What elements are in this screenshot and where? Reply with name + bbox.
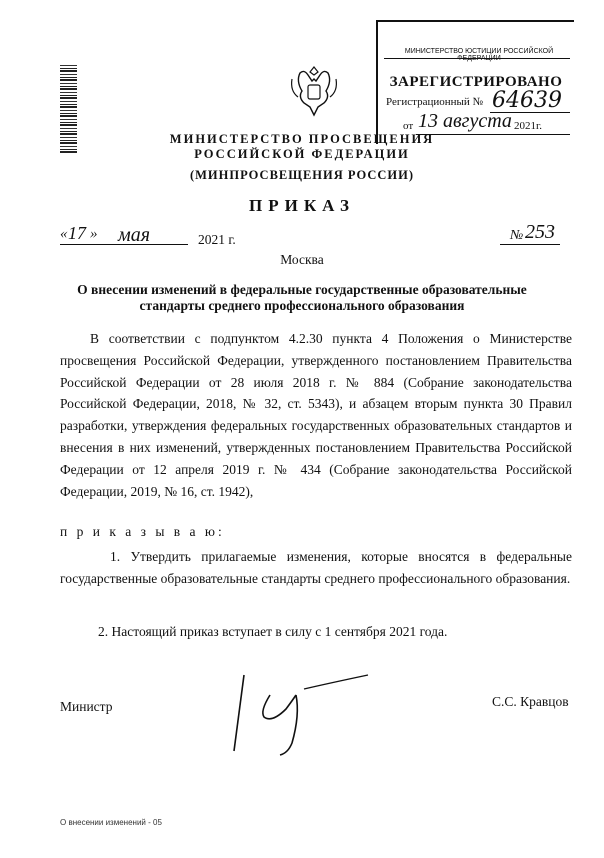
signatory-name: С.С. Кравцов [492, 694, 569, 709]
date-year: 2021 г. [198, 232, 236, 247]
stamp-date: 13 августа [418, 110, 512, 132]
number-underline [500, 244, 560, 245]
signatory-position: Министр [60, 699, 113, 714]
ministry-name-line2: РОССИЙСКОЙ ФЕДЕРАЦИИ [194, 147, 410, 161]
handwritten-signature [230, 665, 370, 765]
stamp-number: 64639 [492, 88, 562, 113]
stamp-registered: ЗАРЕГИСТРИРОВАНО [389, 74, 563, 90]
preamble-paragraph: В соответствии с подпунктом 4.2.30 пункта 4 Положения о Министерстве просвещения Российской Федерации, утвержденного постановлением Правительства Российской Федерации от 28 июля 2018 г. № 884 (Собрание законодательства Российской Федерации, 2018, № 32, ст. 5343), и абзацем вторым пункта 30 Правил разработки, утверждения федеральных государственных образовательных стандартов и внесения в них изменений, утвержденных постановлением Правительства Российской Федерации от 12 апреля 2019 г. № 434 (Собрание законодательства Российской Федерации, 2019, № 16, ст. 1942), [60, 331, 572, 499]
item-1-paragraph: 1. Утвердить прилагаемые изменения, которые вносятся в федеральные государственные образовательные стандарты среднего профессионального образования. [60, 549, 572, 586]
stamp-from: от [403, 120, 414, 132]
ministry-short-name: (МИНПРОСВЕЩЕНИЯ РОССИИ) [189, 168, 415, 182]
date-open-quote: « [60, 226, 68, 242]
ministry-name-line1: МИНИСТЕРСТВО ПРОСВЕЩЕНИЯ [169, 132, 435, 146]
stamp-divider [384, 58, 570, 59]
city: Москва [280, 252, 324, 267]
stamp-year: 2021г. [514, 120, 543, 132]
coat-of-arms-emblem [288, 63, 340, 119]
document-title: ПРИКАЗ [249, 196, 355, 215]
stamp-number-label: Регистрационный № [386, 96, 484, 108]
date-day: 17 [68, 223, 86, 243]
order-subject: О внесении изменений в федеральные государственные образовательные стандарты среднего профессионального образования [77, 282, 527, 313]
footer-file-ref: О внесении изменений - 05 [60, 818, 162, 827]
order-number: 253 [525, 221, 555, 243]
number-sign: № [510, 228, 524, 243]
date-underline [60, 244, 188, 245]
item-2-paragraph: 2. Настоящий приказ вступает в силу с 1 сентября 2021 года. [98, 624, 448, 639]
date-close-quote: » [90, 226, 98, 242]
date-month: мая [118, 224, 151, 246]
stamp-org: МИНИСТЕРСТВО ЮСТИЦИИ РОССИЙСКОЙ ФЕДЕРАЦИИ [404, 48, 554, 62]
registration-stamp [376, 20, 574, 144]
prikazyvayu: п р и к а з ы в а ю: [60, 524, 225, 539]
